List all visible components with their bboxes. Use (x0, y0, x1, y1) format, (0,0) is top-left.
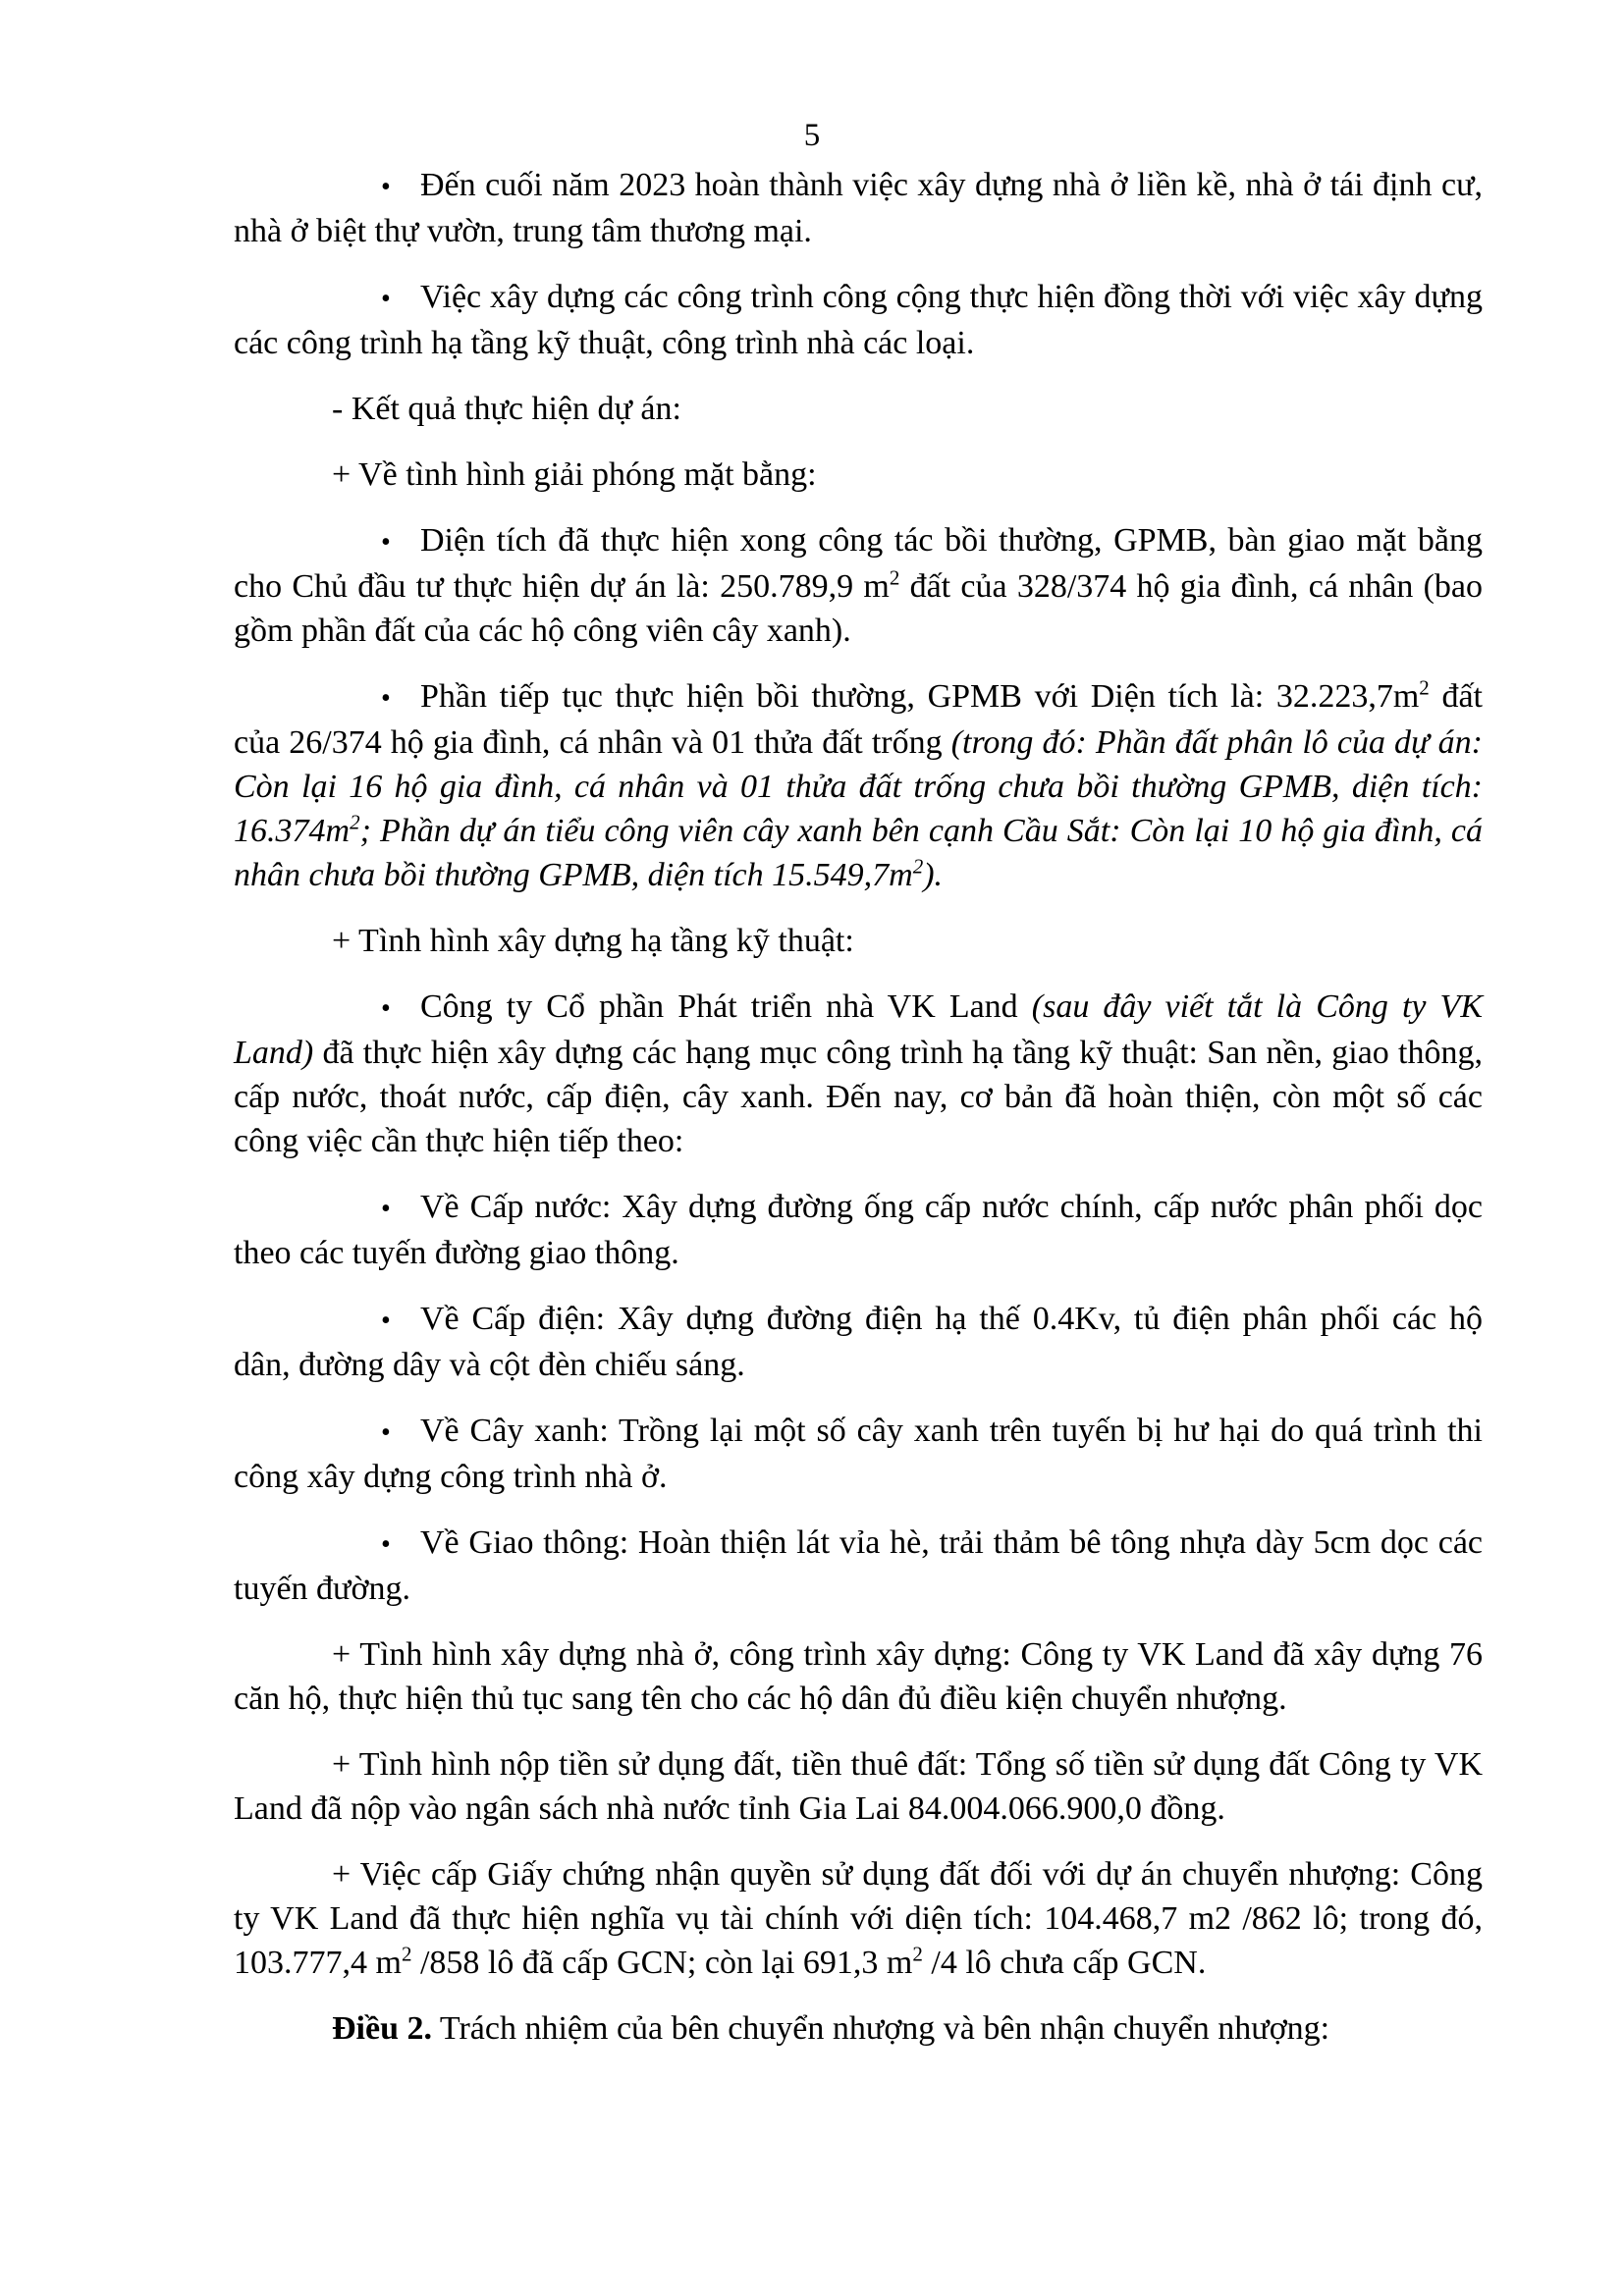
paragraph-land-use-fees: + Tình hình nộp tiền sử dụng đất, tiền thuê đất: Tổng số tiền sử dụng đất Công ty VK Land đã nộp vào ngân sách nhà nước tỉnh Gia Lai 84.004.066.900,0 đồng. (234, 1746, 1483, 1827)
superscript: 2 (401, 1942, 412, 1966)
paragraph-italic-text: (trong đó: Phần đất phân lô của dự án: Còn lại 16 hộ gia đình, cá nhân và 01 thửa đất trống chưa bồi thường GPMB, diện tích: 16.374m (234, 724, 1483, 849)
paragraph-text: đã thực hiện xây dựng các hạng mục công trình hạ tầng kỹ thuật: San nền, giao thông, cấp nước, thoát nước, cấp điện, cây xanh. Đến nay, cơ bản đã hoàn thiện, còn một số các công việc cần thực hiện tiếp theo: (234, 1035, 1483, 1159)
paragraph-text: Về Cấp điện: Xây dựng đường điện hạ thế 0.4Kv, tủ điện phân phối các hộ dân, đường dây và cột đèn chiếu sáng. (234, 1301, 1483, 1383)
paragraph-project-results: - Kết quả thực hiện dự án: (332, 391, 681, 427)
bullet-icon: • (381, 683, 391, 714)
paragraph-text: Việc xây dựng các công trình công cộng thực hiện đồng thời với việc xây dựng các công trình hạ tầng kỹ thuật, công trình nhà các loại. (234, 279, 1483, 361)
paragraph-site-clearance-heading: + Về tình hình giải phóng mặt bằng: (332, 456, 817, 493)
paragraph-text: Về Cây xanh: Trồng lại một số cây xanh trên tuyến bị hư hại do quá trình thi công xây dựng công trình nhà ở. (234, 1413, 1483, 1495)
paragraph-text: /4 lô chưa cấp GCN. (922, 1945, 1207, 1981)
paragraph-land-certificates (234, 1852, 1483, 1985)
bullet-icon: • (381, 172, 391, 202)
bullet-icon: • (381, 1194, 391, 1224)
bullet-paragraph-public-works (234, 275, 1483, 365)
bullet-paragraph-cleared-area (234, 518, 1483, 653)
bullet-icon: • (381, 527, 391, 558)
paragraph-text: đất của 328/374 hộ gia đình, cá nhân (bao gồm phần đất của các hộ công viên cây xanh). (234, 568, 1484, 649)
bullet-icon: • (381, 1417, 391, 1448)
bullet-icon: • (381, 1529, 391, 1560)
bullet-icon: • (381, 1306, 391, 1336)
bullet-paragraph-water-supply (234, 1185, 1483, 1275)
document-body (234, 163, 1483, 2072)
paragraph-housing-construction: + Tình hình xây dựng nhà ở, công trình xây dựng: Công ty VK Land đã xây dựng 76 căn hộ, thực hiện thủ tục sang tên cho các hộ dân đủ điều kiện chuyển nhượng. (234, 1636, 1483, 1717)
paragraph-text: Phần tiếp tục thực hiện bồi thường, GPMB với Diện tích là: 32.223,7m (420, 678, 1420, 715)
bullet-paragraph-electricity (234, 1297, 1483, 1387)
paragraph-text: Đến cuối năm 2023 hoàn thành việc xây dựng nhà ở liền kề, nhà ở tái định cư, nhà ở biệt thự vườn, trung tâm thương mại. (234, 167, 1483, 249)
bullet-icon: • (381, 993, 391, 1024)
paragraph-infrastructure-heading: + Tình hình xây dựng hạ tầng kỹ thuật: (332, 923, 854, 959)
superscript: 2 (912, 854, 924, 879)
superscript: 2 (912, 1942, 923, 1966)
bullet-paragraph-traffic (234, 1521, 1483, 1611)
page-number: 5 (803, 118, 821, 153)
bullet-paragraph-remaining-compensation (234, 674, 1483, 897)
paragraph-italic-text: ; Phần dự án tiểu công viên cây xanh bên cạnh Cầu Sắt: Còn lại 10 hộ gia đình, cá nhân chưa bồi thường GPMB, diện tích 15.549,7m (234, 813, 1483, 893)
paragraph-text: Công ty Cổ phần Phát triển nhà VK Land (420, 988, 1032, 1025)
bullet-paragraph-vk-land (234, 985, 1483, 1163)
paragraph-text: Diện tích đã thực hiện xong công tác bồi thường, GPMB, bàn giao mặt bằng cho Chủ đầu tư thực hiện dự án là: 250.789,9 m (234, 522, 1483, 605)
bullet-paragraph-completion-2023 (234, 163, 1483, 253)
superscript: 2 (1419, 675, 1430, 700)
paragraph-italic-text: ). (923, 857, 944, 893)
paragraph-text: Về Giao thông: Hoàn thiện lát vỉa hè, trải thảm bê tông nhựa dày 5cm dọc các tuyến đường. (234, 1524, 1483, 1607)
bullet-paragraph-greenery (234, 1409, 1483, 1499)
article-2-heading (234, 2006, 1483, 2051)
paragraph-text: /858 lô đã cấp GCN; còn lại 691,3 m (411, 1945, 913, 1981)
paragraph-italic-text: (sau đây viết tắt là Công ty VK Land) (234, 988, 1484, 1071)
superscript: 2 (350, 810, 360, 834)
superscript: 2 (889, 565, 900, 590)
article-label: Điều 2. (332, 2010, 432, 2047)
paragraph-text: Về Cấp nước: Xây dựng đường ống cấp nước chính, cấp nước phân phối dọc theo các tuyến đường giao thông. (234, 1189, 1483, 1271)
paragraph-text: Trách nhiệm của bên chuyển nhượng và bên nhận chuyển nhượng: (432, 2010, 1330, 2047)
paragraph-text: + Việc cấp Giấy chứng nhận quyền sử dụng đất đối với dự án chuyển nhượng: Công ty VK Land đã thực hiện nghĩa vụ tài chính với diện tích: 104.468,7 m2 /862 lô; trong đó, 103.777,4 m (234, 1856, 1483, 1981)
paragraph-text: đất của 26/374 hộ gia đình, cá nhân và 01 thửa đất trống (234, 678, 1483, 761)
bullet-icon: • (381, 284, 391, 314)
